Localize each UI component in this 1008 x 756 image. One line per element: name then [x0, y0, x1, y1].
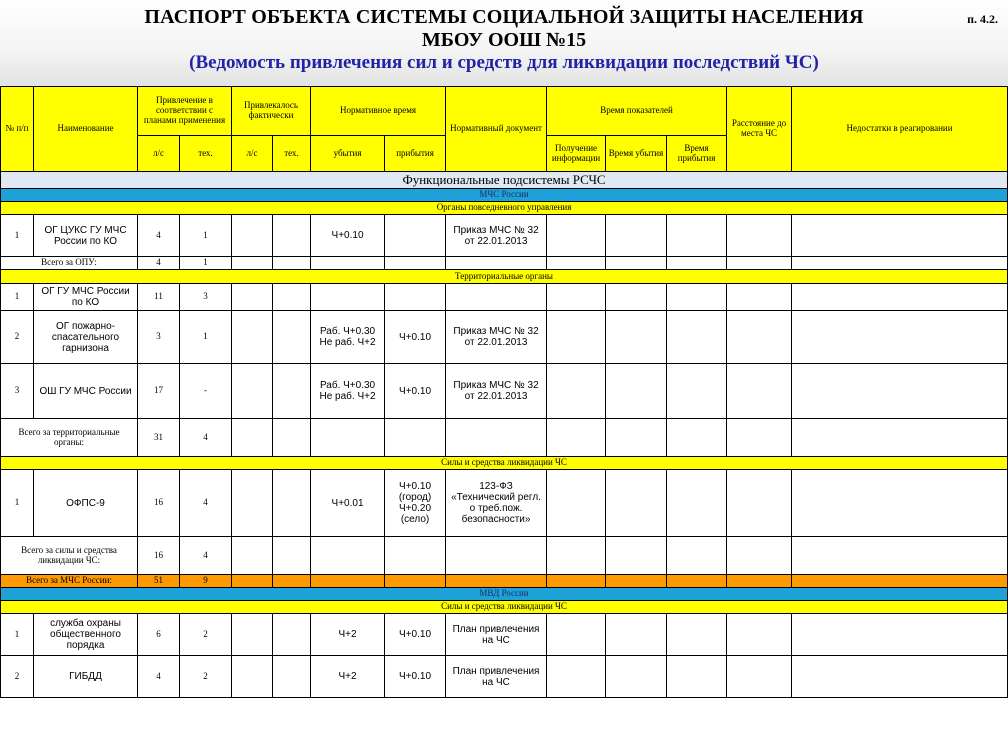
col-info-received: Получение информации	[547, 136, 606, 172]
cell-ls: 11	[138, 284, 180, 311]
forces-table	[0, 86, 1008, 698]
band-mvd: МВД России	[1, 588, 1008, 601]
band-forces: Силы и средства ликвидации ЧС	[1, 457, 1008, 470]
col-tech: тех.	[180, 136, 232, 172]
cell-doc: Приказ МЧС № 32 от 22.01.2013	[446, 364, 547, 419]
col-num: № п/п	[1, 87, 34, 172]
cell-tech: 3	[180, 284, 232, 311]
cell-tech: -	[180, 364, 232, 419]
cell-ls: 16	[138, 470, 180, 537]
band-forces-mvd: Силы и средства ликвидации ЧС	[1, 601, 1008, 614]
cell-departure: Ч+2	[311, 656, 385, 698]
page-subtitle: МБОУ ООШ №15	[421, 29, 587, 51]
cell-name: ОГ пожарно-спасательного гарнизона	[34, 311, 138, 364]
band-functional: Функциональные подсистемы РСЧС	[1, 172, 1008, 189]
cell-ls: 4	[138, 257, 180, 270]
total-label: Всего за силы и средства ликвидации ЧС:	[1, 537, 138, 575]
cell-ls: 16	[138, 537, 180, 575]
cell-departure: Раб. Ч+0.30 Не раб. Ч+2	[311, 311, 385, 364]
cell-name: ОГ ЦУКС ГУ МЧС России по КО	[34, 215, 138, 257]
cell-doc: План привлечения на ЧС	[446, 656, 547, 698]
total-row	[1, 537, 1008, 575]
col-time-arrival: Время прибытия	[667, 136, 727, 172]
col-shortcomings: Недостатки в реагировании	[792, 87, 1008, 172]
col-distance: Расстояние до места ЧС	[727, 87, 792, 172]
col-planned: Привлечение в соответствии с планами применения	[138, 87, 232, 136]
col-actual: Привлекалось фактически	[232, 87, 311, 136]
cell-tech: 4	[180, 470, 232, 537]
cell-tech: 2	[180, 656, 232, 698]
col-norm-doc: Нормативный документ	[446, 87, 547, 172]
cell-name: ОФПС-9	[34, 470, 138, 537]
cell-arrival: Ч+0.10 (город) Ч+0.20 (село)	[385, 470, 446, 537]
col-ls: л/с	[138, 136, 180, 172]
col-arrival: прибытия	[385, 136, 446, 172]
cell-name: ГИБДД	[34, 656, 138, 698]
total-row	[1, 419, 1008, 457]
col-time-departure: Время убытия	[606, 136, 667, 172]
col-time-indicators: Время показателей	[547, 87, 727, 136]
cell-num: 1	[1, 614, 34, 656]
band-daily-mgmt: Органы повседневного управления	[1, 202, 1008, 215]
table-row	[1, 215, 1008, 257]
cell-num: 1	[1, 284, 34, 311]
cell-arrival: Ч+0.10	[385, 364, 446, 419]
cell-name: ОГ ГУ МЧС России по КО	[34, 284, 138, 311]
cell-arrival: Ч+0.10	[385, 656, 446, 698]
cell-tech: 1	[180, 215, 232, 257]
cell-tech: 4	[180, 537, 232, 575]
cell-tech: 9	[180, 575, 232, 588]
table-row	[1, 284, 1008, 311]
page-header	[0, 0, 1008, 87]
page-title: ПАСПОРТ ОБЪЕКТА СИСТЕМЫ СОЦИАЛЬНОЙ ЗАЩИТЫ НАСЕЛЕНИЯ	[144, 6, 864, 28]
band-mchs: МЧС России	[1, 189, 1008, 202]
table-row	[1, 364, 1008, 419]
total-row-mchs	[1, 575, 1008, 588]
cell-ls: 3	[138, 311, 180, 364]
cell-tech: 1	[180, 311, 232, 364]
total-row	[1, 257, 1008, 270]
cell-doc: 123-ФЗ «Технический регл. о треб.пож. безопасности»	[446, 470, 547, 537]
cell-num: 3	[1, 364, 34, 419]
cell-num: 1	[1, 470, 34, 537]
cell-num: 2	[1, 311, 34, 364]
col-ls-actual: л/с	[232, 136, 273, 172]
cell-tech: 1	[180, 257, 232, 270]
cell-ls: 4	[138, 656, 180, 698]
cell-ls: 17	[138, 364, 180, 419]
col-norm-time: Нормативное время	[311, 87, 446, 136]
total-label: Всего за ОПУ:	[1, 257, 138, 270]
band-territorial: Территориальные органы	[1, 270, 1008, 284]
total-label: Всего за территориальные органы:	[1, 419, 138, 457]
cell-arrival: Ч+0.10	[385, 614, 446, 656]
cell-departure: Ч+2	[311, 614, 385, 656]
cell-departure: Ч+0.10	[311, 215, 385, 257]
cell-ls: 4	[138, 215, 180, 257]
cell-ls: 31	[138, 419, 180, 457]
cell-num: 2	[1, 656, 34, 698]
table-row	[1, 470, 1008, 537]
cell-tech: 2	[180, 614, 232, 656]
cell-doc: Приказ МЧС № 32 от 22.01.2013	[446, 215, 547, 257]
table-row	[1, 614, 1008, 656]
cell-ls: 51	[138, 575, 180, 588]
table-row	[1, 311, 1008, 364]
col-tech-actual: тех.	[273, 136, 311, 172]
cell-num: 1	[1, 215, 34, 257]
page-number: п. 4.2.	[967, 12, 998, 26]
cell-ls: 6	[138, 614, 180, 656]
cell-doc: Приказ МЧС № 32 от 22.01.2013	[446, 311, 547, 364]
cell-name: служба охраны общественного порядка	[34, 614, 138, 656]
col-departure: убытия	[311, 136, 385, 172]
cell-departure: Раб. Ч+0.30 Не раб. Ч+2	[311, 364, 385, 419]
table-row	[1, 656, 1008, 698]
cell-doc: План привлечения на ЧС	[446, 614, 547, 656]
cell-tech: 4	[180, 419, 232, 457]
col-name: Наименование	[34, 87, 138, 172]
cell-name: ОШ ГУ МЧС России	[34, 364, 138, 419]
cell-departure: Ч+0.01	[311, 470, 385, 537]
cell-arrival: Ч+0.10	[385, 311, 446, 364]
total-label: Всего за МЧС России:	[1, 575, 138, 588]
page-caption: (Ведомость привлечения сил и средств для ликвидации последствий ЧС)	[189, 52, 819, 73]
